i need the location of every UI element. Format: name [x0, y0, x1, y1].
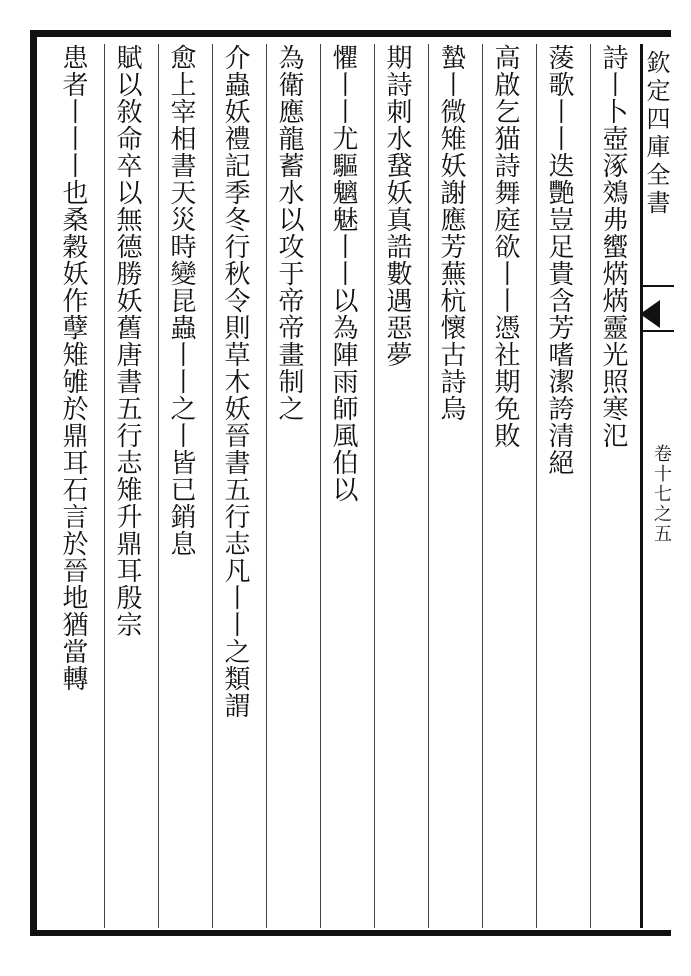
fishtail-mark	[640, 300, 660, 328]
text-column-10: 賦以敘命卒以無德勝妖舊唐書五行志雉升鼎耳殷宗	[112, 44, 142, 638]
column-rule	[428, 44, 429, 928]
page-margin	[640, 44, 674, 928]
column-rule	[158, 44, 159, 928]
column-rule	[482, 44, 483, 928]
column-rule	[266, 44, 267, 928]
fishtail-line-bottom	[640, 330, 674, 332]
text-area	[44, 44, 634, 928]
frame-border-top	[30, 30, 671, 37]
text-column-3: 高啟乞猫詩舞庭欲丨丨憑社期免敗	[490, 44, 520, 449]
column-rule	[374, 44, 375, 928]
column-rule	[212, 44, 213, 928]
frame-border-left	[30, 30, 37, 936]
text-column-9: 愈上宰相書天災時變昆蟲丨丨之丨皆已銷息	[166, 44, 196, 557]
column-rule	[320, 44, 321, 928]
text-column-2: 蔆歌丨丨迭艷豈足貴含芳嗜潔誇清絕	[544, 44, 574, 476]
fishtail-line-top	[640, 285, 674, 287]
frame-border-bottom	[30, 930, 671, 936]
column-rule	[104, 44, 105, 928]
text-column-1: 詩丨卜壺涿鵁弗蠁焫焫靈光照寒氾	[598, 44, 628, 449]
book-title: 欽定四庫全書	[642, 50, 670, 218]
text-column-11: 患者丨丨丨也桑穀妖作孽雉雊於鼎耳石言於晉地猶當轉	[58, 44, 88, 692]
text-column-6: 懼丨丨尤驅魑魅丨丨以為陣雨師風伯以	[328, 44, 358, 503]
column-rule	[590, 44, 591, 928]
column-rule	[536, 44, 537, 928]
text-column-5: 期詩刺水䖸妖真誥數遇惡夢	[382, 44, 412, 368]
text-column-4: 蟄丨微雉妖謝應芳蕪杭懷古詩烏	[436, 44, 466, 422]
volume-label: 卷十七之五	[651, 444, 672, 544]
text-column-7: 為衛應龍蓄水以攻于帝帝畫制之	[274, 44, 304, 422]
text-column-8: 介蟲妖禮記季冬行秋令則草木妖晉書五行志凡丨丨之類謂	[220, 44, 250, 719]
